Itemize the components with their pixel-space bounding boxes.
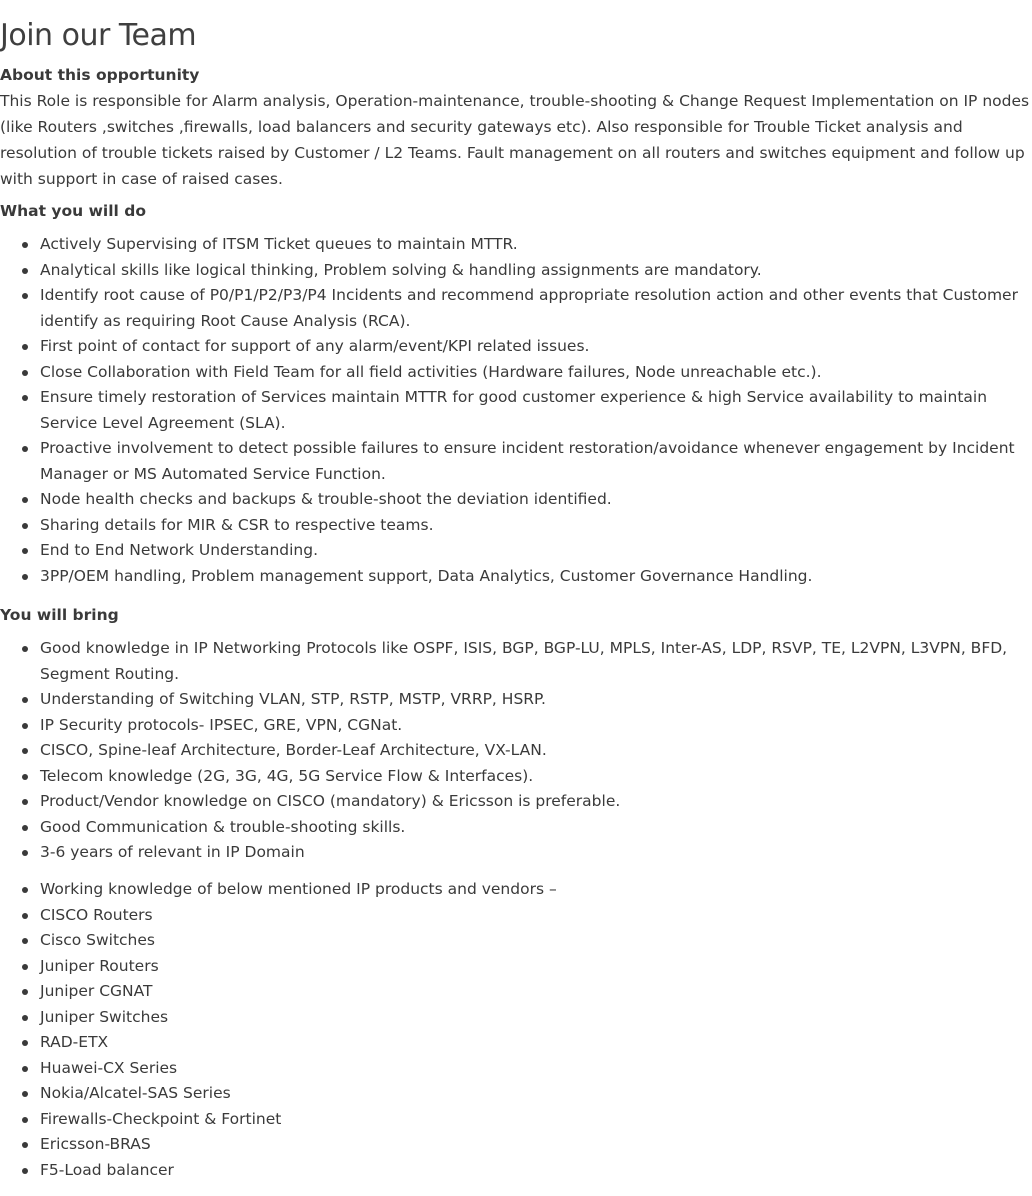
list-item: F5-Load balancer bbox=[40, 1158, 1032, 1184]
list-item: RAD-ETX bbox=[40, 1030, 1032, 1056]
what-you-will-do-heading: What you will do bbox=[0, 202, 146, 220]
vendors-list bbox=[0, 877, 1032, 1183]
list-item: Juniper Switches bbox=[40, 1005, 1032, 1031]
list-item: Huawei-CX Series bbox=[40, 1056, 1032, 1082]
about-text: This Role is responsible for Alarm analysis, Operation-maintenance, trouble-shooting & Change Request Implementation on IP nodes (like Routers ,switches ,firewalls, load balancers and security gateways etc). Also responsible for Trouble Ticket analysis and resolution of trouble tickets raised by Customer / L2 Teams. Fault management on all routers and switches equipment and follow up with support in case of raised cases. bbox=[0, 92, 1030, 188]
list-item: Telecom knowledge (2G, 3G, 4G, 5G Service Flow & Interfaces). bbox=[40, 764, 1032, 790]
you-will-bring-list bbox=[0, 636, 1032, 866]
list-item: Sharing details for MIR & CSR to respective teams. bbox=[40, 513, 1032, 539]
list-item: Nokia/Alcatel-SAS Series bbox=[40, 1081, 1032, 1107]
list-item: Cisco Switches bbox=[40, 928, 1032, 954]
list-item: CISCO Routers bbox=[40, 903, 1032, 929]
list-item: Analytical skills like logical thinking, Problem solving & handling assignments are mandatory. bbox=[40, 258, 1032, 284]
list-item: Ensure timely restoration of Services maintain MTTR for good customer experience & high Service availability to maintain Service Level Agreement (SLA). bbox=[40, 385, 1032, 436]
about-heading: About this opportunity bbox=[0, 66, 200, 84]
list-item: Close Collaboration with Field Team for all field activities (Hardware failures, Node unreachable etc.). bbox=[40, 360, 1032, 386]
list-item: Identify root cause of P0/P1/P2/P3/P4 Incidents and recommend appropriate resolution action and other events that Customer identify as requiring Root Cause Analysis (RCA). bbox=[40, 283, 1032, 334]
what-you-will-do-list bbox=[0, 232, 1032, 589]
list-item: Firewalls-Checkpoint & Fortinet bbox=[40, 1107, 1032, 1133]
you-will-bring-heading: You will bring bbox=[0, 606, 119, 624]
list-item: Juniper Routers bbox=[40, 954, 1032, 980]
list-item: Working knowledge of below mentioned IP products and vendors – bbox=[40, 877, 1032, 903]
list-item: IP Security protocols- IPSEC, GRE, VPN, CGNat. bbox=[40, 713, 1032, 739]
list-item: End to End Network Understanding. bbox=[40, 538, 1032, 564]
list-item: Juniper CGNAT bbox=[40, 979, 1032, 1005]
list-item: Actively Supervising of ITSM Ticket queues to maintain MTTR. bbox=[40, 232, 1032, 258]
list-item: Understanding of Switching VLAN, STP, RSTP, MSTP, VRRP, HSRP. bbox=[40, 687, 1032, 713]
list-item: Good knowledge in IP Networking Protocols like OSPF, ISIS, BGP, BGP-LU, MPLS, Inter-AS, LDP, RSVP, TE, L2VPN, L3VPN, BFD, Segment Routing. bbox=[40, 636, 1032, 687]
list-item: Ericsson-BRAS bbox=[40, 1132, 1032, 1158]
list-item: Product/Vendor knowledge on CISCO (mandatory) & Ericsson is preferable. bbox=[40, 789, 1032, 815]
list-item: 3-6 years of relevant in IP Domain bbox=[40, 840, 1032, 866]
page-title: Join our Team bbox=[0, 18, 197, 53]
list-item: Good Communication & trouble-shooting skills. bbox=[40, 815, 1032, 841]
list-item: CISCO, Spine-leaf Architecture, Border-Leaf Architecture, VX-LAN. bbox=[40, 738, 1032, 764]
list-item: Node health checks and backups & trouble-shoot the deviation identified. bbox=[40, 487, 1032, 513]
list-item: Proactive involvement to detect possible failures to ensure incident restoration/avoidance whenever engagement by Incident Manager or MS Automated Service Function. bbox=[40, 436, 1032, 487]
list-item: 3PP/OEM handling, Problem management support, Data Analytics, Customer Governance Handling. bbox=[40, 564, 1032, 590]
list-item: First point of contact for support of any alarm/event/KPI related issues. bbox=[40, 334, 1032, 360]
